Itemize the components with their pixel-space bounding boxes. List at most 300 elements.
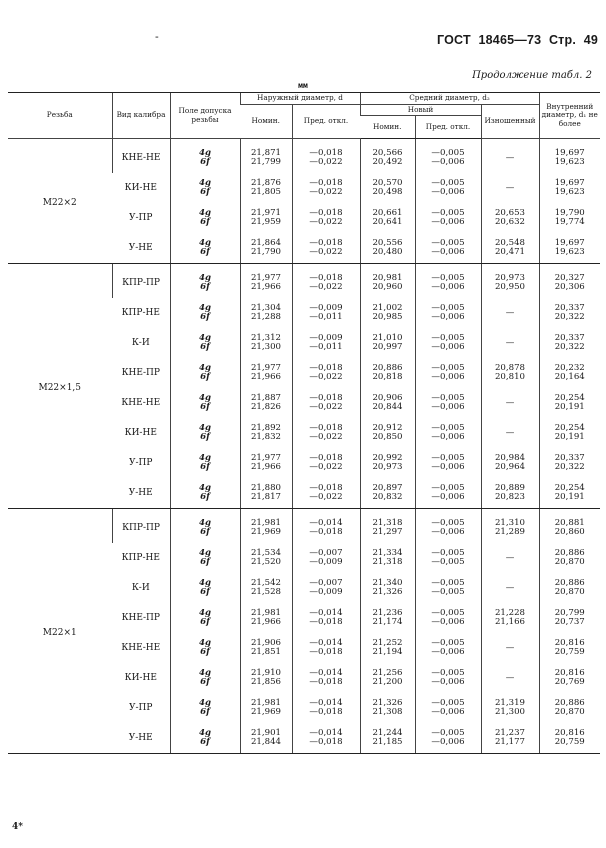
inner-diameter-value: 19,697: [554, 178, 585, 189]
outer-deviation: [292, 358, 360, 388]
mean-nominal-value: 20,566: [372, 148, 403, 159]
mean-nominal-value: 21,308: [372, 707, 403, 717]
mean-worn: [481, 478, 539, 509]
tolerance-field-value: 4g: [199, 333, 211, 344]
gauge-type: У-ПР: [129, 212, 153, 223]
inner-diameter: [539, 264, 600, 299]
inner-diameter-value: 20,799: [554, 608, 585, 619]
mean-deviation-value: —0,006: [431, 617, 465, 627]
inner-diameter-value: 20,254: [554, 483, 585, 494]
outer-nominal: [240, 448, 292, 478]
mean-worn: [481, 633, 539, 663]
inner-diameter: [539, 663, 600, 693]
inner-diameter-value: 20,327: [554, 273, 585, 284]
table-row: [8, 264, 600, 299]
inner-diameter-value: 20,254: [554, 393, 585, 404]
tolerance-field-value: 4g: [199, 728, 211, 739]
mean-worn-value: 20,632: [494, 217, 526, 227]
mean-worn: [481, 448, 539, 478]
outer-deviation: [292, 448, 360, 478]
mean-nominal: [360, 509, 415, 544]
tolerance-field-value: 6f: [200, 737, 210, 747]
col-worn: Изношенный: [481, 104, 539, 139]
inner-diameter-value: 20,337: [554, 333, 585, 344]
tolerance-field-value: 6f: [200, 647, 210, 657]
mean-deviation: [415, 603, 481, 633]
mean-worn-value: 20,984: [494, 453, 526, 464]
inner-diameter: [539, 139, 600, 174]
outer-deviation: [292, 203, 360, 233]
mean-worn-value: 21,289: [494, 527, 526, 537]
mean-deviation: [415, 693, 481, 723]
tolerance-field: [170, 328, 240, 358]
mean-nominal-value: 20,897: [372, 483, 403, 494]
mean-deviation-value: —0,006: [431, 707, 465, 717]
mean-deviation-value: —0,005: [431, 208, 465, 219]
outer-deviation-value: —0,018: [309, 617, 343, 627]
outer-nominal: [240, 328, 292, 358]
outer-nominal: [240, 573, 292, 603]
outer-nominal-value: 21,977: [250, 273, 282, 284]
mean-nominal-value: 20,985: [372, 312, 403, 322]
tolerance-field-value: 6f: [200, 187, 210, 197]
inner-diameter: [539, 693, 600, 723]
col-mean-dev: Пред. откл.: [415, 116, 481, 139]
outer-deviation-value: —0,018: [309, 527, 343, 537]
outer-deviation-value: —0,022: [309, 432, 343, 442]
outer-nominal-value: 21,969: [250, 707, 282, 717]
outer-nominal: [240, 173, 292, 203]
mean-nominal-value: 21,174: [372, 617, 403, 627]
gauge-type: У-НЕ: [112, 723, 170, 754]
col-gauge: Вид калибра: [112, 93, 170, 139]
outer-deviation-value: —0,022: [309, 187, 343, 197]
mean-nominal-value: 21,200: [372, 677, 403, 687]
tolerance-field-value: 4g: [199, 453, 211, 464]
page-header: [433, 33, 598, 47]
tolerance-field-value: 6f: [200, 312, 210, 322]
mean-worn: [481, 418, 539, 448]
mean-worn-value: 20,950: [494, 282, 526, 292]
mean-nominal: [360, 328, 415, 358]
outer-deviation-value: —0,018: [309, 423, 343, 434]
mean-deviation-value: —0,006: [431, 312, 465, 322]
outer-deviation: [292, 603, 360, 633]
mean-worn: [481, 388, 539, 418]
tolerance-field-value: 4g: [199, 423, 211, 434]
footer-mark: 4*: [12, 822, 23, 832]
mean-worn-value: 20,548: [494, 238, 526, 249]
outer-nominal: [240, 388, 292, 418]
inner-diameter-value: 20,164: [554, 372, 585, 382]
mean-nominal: [360, 203, 415, 233]
mean-nominal-value: 21,334: [372, 548, 403, 559]
inner-diameter: [539, 328, 600, 358]
mean-nominal-value: 20,906: [372, 393, 403, 404]
outer-deviation-value: —0,018: [309, 208, 343, 219]
mean-deviation: [415, 448, 481, 478]
mean-deviation-value: —0,005: [431, 273, 465, 284]
gauge-type: КИ-НЕ: [124, 182, 157, 193]
mean-worn: [481, 233, 539, 264]
outer-deviation-value: —0,009: [309, 557, 343, 567]
tolerance-field: [170, 298, 240, 328]
mean-worn: [481, 603, 539, 633]
inner-diameter-value: 20,191: [554, 492, 585, 502]
tolerance-field: [170, 603, 240, 633]
mean-worn: [481, 509, 539, 544]
outer-nominal-value: 21,288: [250, 312, 282, 322]
inner-diameter: [539, 543, 600, 573]
tolerance-field: [170, 448, 240, 478]
tolerance-field-value: 6f: [200, 157, 210, 167]
mean-deviation-value: —0,005: [431, 303, 465, 314]
outer-nominal-value: 21,892: [250, 423, 282, 434]
mean-deviation: [415, 328, 481, 358]
mean-deviation: [415, 478, 481, 509]
outer-nominal-value: 21,901: [250, 728, 282, 739]
tolerance-field-value: 6f: [200, 372, 210, 382]
mean-deviation-value: —0,005: [431, 178, 465, 189]
outer-nominal-value: 21,966: [250, 372, 282, 382]
outer-deviation-value: —0,018: [309, 737, 343, 747]
outer-nominal: [240, 139, 292, 174]
tolerance-field-value: 4g: [199, 483, 211, 494]
mean-nominal: [360, 478, 415, 509]
mean-deviation-value: —0,005: [431, 363, 465, 374]
mean-nominal-value: 21,318: [372, 557, 403, 567]
tolerance-field-value: 4g: [199, 518, 211, 529]
mean-deviation-value: —0,005: [431, 483, 465, 494]
mean-worn-value: 21,177: [494, 737, 526, 747]
mean-deviation: [415, 418, 481, 448]
inner-diameter-value: 20,322: [554, 342, 585, 352]
mean-nominal-value: 21,185: [372, 737, 403, 747]
mean-deviation-value: —0,006: [431, 217, 465, 227]
outer-deviation-value: —0,014: [309, 698, 343, 709]
outer-deviation-value: —0,007: [309, 578, 343, 589]
outer-deviation: [292, 233, 360, 264]
inner-diameter-value: 20,191: [554, 402, 585, 412]
gauge-type: К-И: [131, 582, 150, 593]
mean-worn-value: —: [505, 672, 515, 683]
mean-nominal-value: 20,480: [372, 247, 403, 257]
mean-worn: [481, 173, 539, 203]
mean-deviation: [415, 388, 481, 418]
tolerance-field-value: 6f: [200, 587, 210, 597]
outer-nominal: [240, 663, 292, 693]
col-inner: Внутренний диаметр, d₁ не более: [539, 93, 600, 139]
outer-deviation-value: —0,018: [309, 453, 343, 464]
inner-diameter-value: 20,337: [554, 453, 585, 464]
inner-diameter-value: 20,816: [554, 668, 585, 679]
thread-group: [8, 139, 600, 264]
inner-diameter: [539, 233, 600, 264]
mean-nominal-value: 21,002: [372, 303, 403, 314]
mean-deviation-value: —0,006: [431, 342, 465, 352]
mean-deviation: [415, 358, 481, 388]
mean-deviation-value: —0,006: [431, 492, 465, 502]
inner-diameter-value: 20,886: [554, 578, 585, 589]
mean-worn: [481, 139, 539, 174]
tolerance-field: [170, 358, 240, 388]
tolerance-field-value: 4g: [199, 668, 211, 679]
outer-nominal: [240, 298, 292, 328]
outer-deviation-value: —0,014: [309, 518, 343, 529]
inner-diameter-value: 20,254: [554, 423, 585, 434]
col-outer-nom: Номин.: [240, 104, 292, 139]
outer-nominal-value: 21,871: [250, 148, 282, 159]
gauge-type: КНЕ-ПР: [121, 612, 160, 623]
mean-worn-value: 20,964: [494, 462, 526, 472]
gauge-type: КНЕ-НЕ: [112, 139, 170, 174]
mean-worn-value: —: [505, 337, 515, 348]
gauge-type: КИ-НЕ: [124, 672, 157, 683]
mean-worn-value: —: [505, 552, 515, 563]
mean-nominal: [360, 448, 415, 478]
outer-deviation: [292, 418, 360, 448]
gauge-type: КПР-ПР: [112, 264, 170, 299]
gauge-type: У-НЕ: [112, 478, 170, 509]
gauge-table: [8, 92, 600, 754]
outer-nominal-value: 21,817: [250, 492, 282, 502]
outer-deviation: [292, 328, 360, 358]
outer-nominal-value: 21,910: [250, 668, 282, 679]
mean-deviation-value: —0,006: [431, 462, 465, 472]
gauge-type: У-ПР: [129, 457, 153, 468]
mean-nominal-value: 20,818: [372, 372, 403, 382]
tolerance-field-value: 4g: [199, 178, 211, 189]
mean-worn-value: —: [505, 152, 515, 163]
outer-nominal-value: 21,799: [250, 157, 282, 167]
mean-nominal-value: 20,661: [372, 208, 403, 219]
mean-deviation-value: —0,005: [431, 578, 465, 589]
mean-worn-value: 20,823: [494, 492, 526, 502]
outer-deviation-value: —0,018: [309, 647, 343, 657]
tolerance-field-value: 6f: [200, 217, 210, 227]
outer-nominal: [240, 723, 292, 754]
mean-deviation-value: —0,006: [431, 247, 465, 257]
inner-diameter: [539, 388, 600, 418]
outer-nominal-value: 21,887: [250, 393, 282, 404]
outer-nominal-value: 21,977: [250, 453, 282, 464]
thread-designation: M22×2: [8, 139, 112, 264]
mean-nominal: [360, 603, 415, 633]
inner-diameter: [539, 298, 600, 328]
mean-deviation-value: —0,006: [431, 187, 465, 197]
mean-nominal: [360, 663, 415, 693]
outer-deviation-value: —0,018: [309, 363, 343, 374]
mean-deviation: [415, 543, 481, 573]
mean-deviation-value: —0,005: [431, 668, 465, 679]
inner-diameter-value: 19,697: [554, 148, 585, 159]
inner-diameter-value: 19,697: [554, 238, 585, 249]
outer-nominal-value: 21,981: [250, 518, 282, 529]
mean-worn: [481, 723, 539, 754]
tolerance-field: [170, 173, 240, 203]
outer-nominal: [240, 418, 292, 448]
outer-deviation: [292, 693, 360, 723]
mean-nominal-value: 20,570: [372, 178, 403, 189]
inner-diameter-value: 19,623: [554, 157, 585, 167]
mean-worn-value: 20,878: [494, 363, 526, 374]
outer-deviation: [292, 633, 360, 663]
tolerance-field-value: 6f: [200, 402, 210, 412]
outer-nominal-value: 21,832: [250, 432, 282, 442]
outer-nominal-value: 21,966: [250, 462, 282, 472]
mean-nominal-value: 20,960: [372, 282, 403, 292]
outer-deviation-value: —0,022: [309, 157, 343, 167]
inner-diameter: [539, 448, 600, 478]
outer-deviation-value: —0,022: [309, 282, 343, 292]
tolerance-field-value: 6f: [200, 247, 210, 257]
outer-deviation: [292, 139, 360, 174]
thread-group: [8, 509, 600, 754]
inner-diameter-value: 20,322: [554, 462, 585, 472]
page-number: 49: [583, 33, 598, 47]
inner-diameter-value: 19,623: [554, 187, 585, 197]
mean-nominal: [360, 173, 415, 203]
outer-nominal-value: 21,542: [250, 578, 282, 589]
mean-deviation: [415, 139, 481, 174]
mean-worn-value: —: [505, 582, 515, 593]
tolerance-field: [170, 418, 240, 448]
mean-nominal-value: 20,992: [372, 453, 403, 464]
mean-deviation-value: —0,005: [431, 608, 465, 619]
outer-deviation: [292, 663, 360, 693]
inner-diameter-value: 20,881: [554, 518, 585, 529]
outer-deviation-value: —0,018: [309, 148, 343, 159]
mean-nominal: [360, 573, 415, 603]
mean-deviation-value: —0,005: [431, 518, 465, 529]
mean-worn-value: —: [505, 427, 515, 438]
outer-deviation-value: —0,022: [309, 492, 343, 502]
mean-nominal-value: 21,297: [372, 527, 403, 537]
outer-nominal: [240, 603, 292, 633]
mean-deviation-value: —0,005: [431, 238, 465, 249]
mean-worn: [481, 663, 539, 693]
mean-nominal: [360, 233, 415, 264]
outer-deviation: [292, 573, 360, 603]
tolerance-field: [170, 139, 240, 174]
outer-nominal-value: 21,880: [250, 483, 282, 494]
mean-deviation-value: —0,006: [431, 282, 465, 292]
outer-nominal-value: 21,876: [250, 178, 282, 189]
mean-worn-value: —: [505, 642, 515, 653]
table-row: [8, 139, 600, 174]
outer-nominal: [240, 693, 292, 723]
tolerance-field-value: 6f: [200, 707, 210, 717]
mean-deviation-value: —0,006: [431, 527, 465, 537]
outer-nominal: [240, 233, 292, 264]
outer-nominal-value: 21,790: [250, 247, 282, 257]
mean-deviation-value: —0,005: [431, 557, 465, 567]
tolerance-field-value: 6f: [200, 527, 210, 537]
mean-deviation: [415, 173, 481, 203]
inner-diameter-value: 20,306: [554, 282, 585, 292]
mean-deviation-value: —0,005: [431, 453, 465, 464]
thread-group: [8, 264, 600, 509]
inner-diameter: [539, 418, 600, 448]
inner-diameter-value: 20,816: [554, 728, 585, 739]
inner-diameter-value: 20,737: [554, 617, 585, 627]
outer-nominal-value: 21,981: [250, 698, 282, 709]
tolerance-field-value: 6f: [200, 492, 210, 502]
outer-deviation-value: —0,018: [309, 707, 343, 717]
mean-nominal: [360, 633, 415, 663]
outer-nominal-value: 21,981: [250, 608, 282, 619]
tolerance-field-value: 4g: [199, 273, 211, 284]
inner-diameter-value: 20,870: [554, 557, 585, 567]
col-tolerance: Поле допуска резьбы: [170, 93, 240, 139]
outer-nominal: [240, 264, 292, 299]
col-mean: Средний диаметр, d₂: [360, 93, 539, 105]
mean-nominal: [360, 388, 415, 418]
gost-label: ГОСТ: [437, 33, 471, 47]
mean-worn-value: —: [505, 182, 515, 193]
tolerance-field-value: 4g: [199, 698, 211, 709]
inner-diameter-value: 20,816: [554, 638, 585, 649]
outer-nominal-value: 21,971: [250, 208, 282, 219]
tolerance-field-value: 6f: [200, 557, 210, 567]
mean-worn-value: —: [505, 307, 515, 318]
tolerance-field: [170, 264, 240, 299]
gauge-type: КПР-НЕ: [121, 307, 160, 318]
mean-worn-value: 21,228: [494, 608, 526, 619]
inner-diameter: [539, 723, 600, 754]
mean-nominal-value: 20,641: [372, 217, 403, 227]
inner-diameter-value: 20,870: [554, 587, 585, 597]
mean-nominal-value: 21,326: [372, 698, 403, 709]
unit-label: мм: [298, 81, 308, 90]
outer-nominal-value: 21,977: [250, 363, 282, 374]
tolerance-field: [170, 478, 240, 509]
outer-nominal-value: 21,312: [250, 333, 282, 344]
mean-worn-value: —: [505, 397, 515, 408]
outer-nominal-value: 21,534: [250, 548, 282, 559]
tolerance-field-value: 6f: [200, 677, 210, 687]
page-label: Стр.: [548, 33, 576, 47]
outer-nominal-value: 21,864: [250, 238, 282, 249]
mean-deviation-value: —0,005: [431, 333, 465, 344]
inner-diameter: [539, 603, 600, 633]
mean-deviation-value: —0,005: [431, 587, 465, 597]
tolerance-field-value: 4g: [199, 148, 211, 159]
mean-nominal-value: 20,492: [372, 157, 403, 167]
tolerance-field: [170, 723, 240, 754]
mean-deviation: [415, 233, 481, 264]
outer-nominal-value: 21,528: [250, 587, 282, 597]
outer-deviation-value: —0,014: [309, 638, 343, 649]
thread-designation: M22×1,5: [8, 264, 112, 509]
mean-worn: [481, 203, 539, 233]
outer-nominal-value: 21,520: [250, 557, 282, 567]
mean-deviation: [415, 663, 481, 693]
outer-deviation: [292, 298, 360, 328]
mean-worn: [481, 358, 539, 388]
inner-diameter-value: 20,337: [554, 303, 585, 314]
gauge-type: У-НЕ: [112, 233, 170, 264]
tolerance-field-value: 6f: [200, 282, 210, 292]
outer-nominal: [240, 543, 292, 573]
outer-deviation-value: —0,022: [309, 462, 343, 472]
outer-deviation: [292, 264, 360, 299]
outer-deviation-value: —0,022: [309, 217, 343, 227]
col-new: Новый: [360, 104, 481, 116]
outer-nominal-value: 21,805: [250, 187, 282, 197]
gauge-type: КНЕ-ПР: [121, 367, 160, 378]
mean-worn-value: 21,237: [494, 728, 526, 739]
